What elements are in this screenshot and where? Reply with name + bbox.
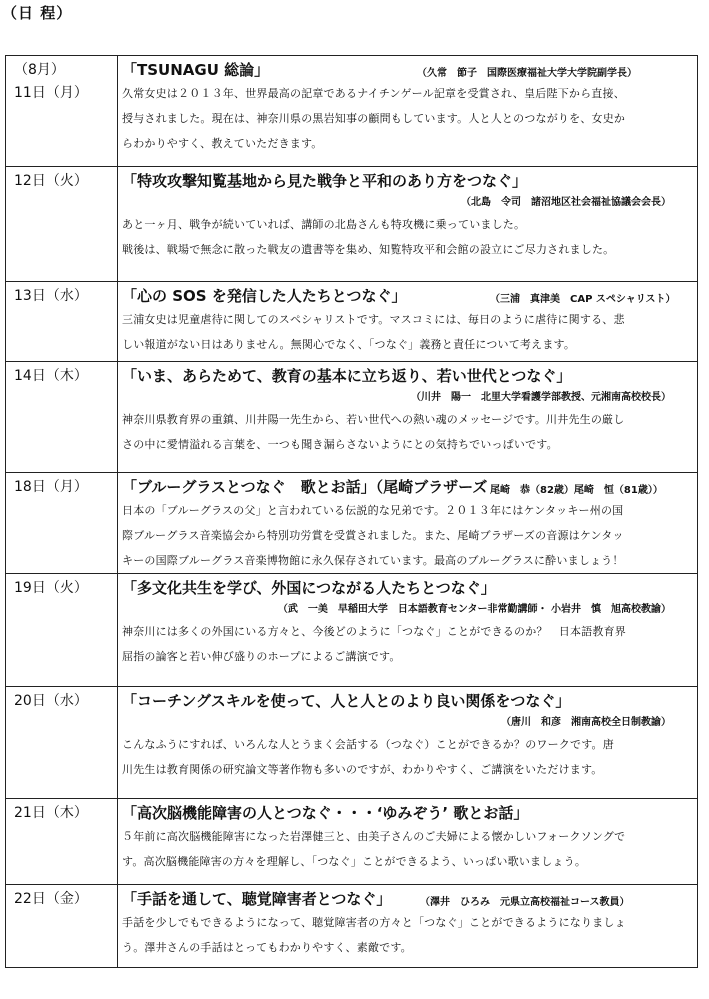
date-cell xyxy=(6,282,118,362)
day-label: 22日（金） xyxy=(14,891,88,907)
schedule-table xyxy=(5,55,698,968)
session-description: 日本の「ブルーグラスの父」と言われている伝説的な兄弟です。２０１３年にはケンタッキー州の国 xyxy=(122,504,624,517)
session-description: ５年前に高次脳機能障害になった岩澤健三と、由美子さんのご夫婦による懐かしいフォークソングで xyxy=(122,830,626,843)
session-description: う。澤井さんの手話はとってもわかりやすく、素敵です。 xyxy=(122,941,412,954)
month-label: （8月） xyxy=(14,62,65,78)
session-description: 神奈川県教育界の重鎮、川井陽一先生から、若い世代への熱い魂のメッセージです。川井先生の厳し xyxy=(122,413,625,426)
session-cell xyxy=(118,687,698,799)
session-description: 久常女史は２０１３年、世界最高の記章であるナイチンゲール記章を受賞され、皇后陛下から直接、 xyxy=(122,87,625,100)
date-cell xyxy=(6,167,118,282)
schedule-row xyxy=(6,56,698,167)
session-description: 手話を少しでもできるようになって、聴覚障害者の方々と「つなぐ」ことができるようになりましょ xyxy=(122,916,626,929)
session-title: 「コーチングスキルを使って、人と人とのより良い関係をつなぐ」 xyxy=(122,692,571,710)
schedule-row xyxy=(6,362,698,473)
session-cell xyxy=(118,282,698,362)
day-label: 13日（水） xyxy=(14,288,88,304)
speaker-info: （澤井 ひろみ 元県立高校福祉コース教員） xyxy=(420,897,630,908)
session-cell xyxy=(118,473,698,574)
speaker-info: （唐川 和彦 湘南高校全日制教諭） xyxy=(501,717,671,728)
schedule-row xyxy=(6,167,698,282)
session-description: す。高次脳機能障害の方々を理解し、「つなぐ」ことができるよう、いっぱい歌いましょう。 xyxy=(122,855,587,868)
speaker-info: （三浦 真津美 CAP スペシャリスト） xyxy=(490,294,676,305)
session-description: 戦後は、戦場で無念に散った戦友の遺書等を集め、知覧特攻平和会館の設立にご尽力されました。 xyxy=(122,243,615,256)
schedule-row xyxy=(6,473,698,574)
session-cell xyxy=(118,56,698,167)
day-label: 21日（木） xyxy=(14,805,88,821)
schedule-row xyxy=(6,799,698,885)
date-cell xyxy=(6,885,118,968)
date-cell xyxy=(6,56,118,167)
speaker-info: （久常 節子 国際医療福祉大学大学院副学長） xyxy=(417,68,637,79)
session-cell xyxy=(118,574,698,687)
schedule-row xyxy=(6,885,698,968)
speaker-info: （北島 令司 諸沼地区社会福祉協議会会長） xyxy=(461,197,671,208)
session-title: 「特攻攻撃知覧基地から見た戦争と平和のあり方をつなぐ」 xyxy=(122,172,528,190)
session-title: 「多文化共生を学び、外国につながる人たちとつなぐ」 xyxy=(122,579,496,597)
schedule-row xyxy=(6,687,698,799)
date-cell xyxy=(6,473,118,574)
session-description: 三浦女史は児童虐待に関してのスペシャリストです。マスコミには、毎日のように虐待に関する、悲 xyxy=(122,313,625,326)
session-title: 「ブルーグラスとつなぐ 歌とお話」（尾崎ブラザーズ xyxy=(122,478,488,496)
session-description: キーの国際ブルーグラス音楽博物館に永久保存されています。最高のブルーグラスに酔いましょう！ xyxy=(122,554,624,567)
schedule-row xyxy=(6,574,698,687)
schedule-row xyxy=(6,282,698,362)
session-description: 際ブルーグラス音楽協会から特別功労賞を受賞されました。また、尾崎ブラザーズの音源はケンタッ xyxy=(122,529,624,542)
date-cell xyxy=(6,362,118,473)
speaker-info: （武 一美 早稲田大学 日本語教育センター非常勤講師・ 小岩井 慎 旭高校教諭） xyxy=(277,604,671,615)
speaker-info: （川井 陽一 北里大学看護学部教授、元湘南高校校長） xyxy=(411,392,671,403)
day-label: 14日（木） xyxy=(14,368,88,384)
session-description: 川先生は教育関係の研究論文等著作物も多いのですが、わかりやすく、ご講演をいただけます。 xyxy=(122,763,603,776)
session-cell xyxy=(118,799,698,885)
session-description: さの中に愛情溢れる言葉を、一つも聞き漏らさないようにとの気持ちでいっぱいです。 xyxy=(122,438,558,451)
session-description: 屈指の論客と若い伸び盛りのホープによるご講演です。 xyxy=(122,650,401,663)
session-description: 神奈川には多くの外国にいる方々と、今後どのように「つなぐ」ことができるのか？ 日本語教育界 xyxy=(122,625,626,638)
session-cell xyxy=(118,362,698,473)
session-title: 「いま、あらためて、教育の基本に立ち返り、若い世代とつなぐ」 xyxy=(122,367,572,385)
session-title: 「手話を通して、聴覚障害者とつなぐ」 xyxy=(122,890,392,908)
day-label: 19日（火） xyxy=(14,580,88,596)
schedule-heading: （日 程） xyxy=(2,4,73,22)
session-title: 「TSUNAGU 総論」 xyxy=(122,61,270,79)
session-cell xyxy=(118,885,698,968)
session-title: 「心の SOS を発信した人たちとつなぐ」 xyxy=(122,287,407,305)
date-cell xyxy=(6,687,118,799)
session-description: らわかりやすく、教えていただきます。 xyxy=(122,137,323,150)
day-label: 18日（月） xyxy=(14,479,88,495)
date-cell xyxy=(6,574,118,687)
session-description: あと一ヶ月、戦争が続いていれば、講師の北島さんも特攻機に乗っていました。 xyxy=(122,218,526,231)
session-description: こんなふうにすれば、いろんな人とうまく会話する（つなぐ）ことができるか？のワークです。唐 xyxy=(122,738,614,751)
day-label: 12日（火） xyxy=(14,173,88,189)
day-label: 11日（月） xyxy=(14,85,88,101)
speaker-info: 尾崎 恭（82歳）尾崎 恒（81歳）） xyxy=(490,485,663,496)
session-description: 授与されました。現在は、神奈川県の黒岩知事の顧問もしています。人と人とのつながりを、女史か xyxy=(122,112,626,125)
session-title: 「高次脳機能障害の人とつなぐ・・・‘ゆみぞう’ 歌とお話」 xyxy=(122,804,529,822)
day-label: 20日（水） xyxy=(14,693,88,709)
date-cell xyxy=(6,799,118,885)
session-description: しい報道がない日はありません。無関心でなく、「つなぐ」義務と責任について考えます。 xyxy=(122,338,576,351)
session-cell xyxy=(118,167,698,282)
